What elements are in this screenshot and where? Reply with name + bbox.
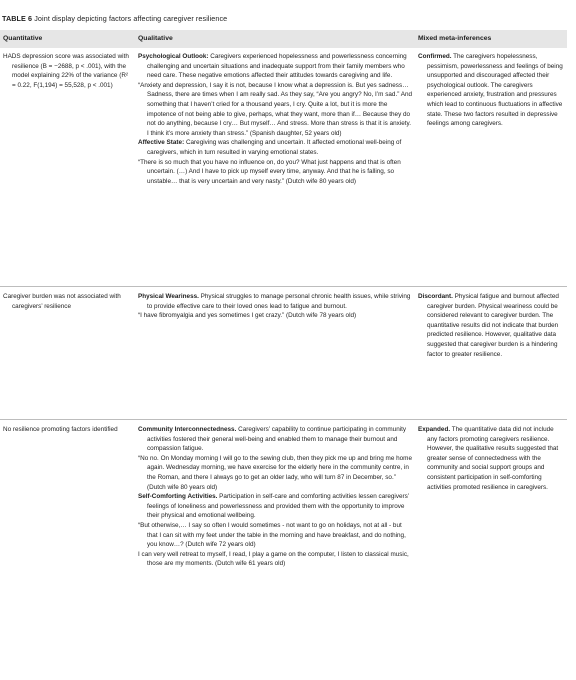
row1-mixed-text: Confirmed. The caregivers hopelessness, pessimism, powerlessness and feelings of being unsupported and discouraged affected their psychological outlook. The caregivers experienced anxiety, frustration and pressures which lead to continuous fluctuations in affective state. These two factors resulted in depressive feelings among caregivers.: [418, 53, 563, 128]
table-caption: [2, 14, 227, 23]
header-mixed: Mixed meta-inferences: [418, 35, 492, 42]
row1-qual-p2: Affective State: Caregiving was challenging and uncertain. It affected emotional well-being of caregivers, which in turn resulted in varying emotional states.: [138, 139, 402, 156]
row2-quantitative: [3, 292, 130, 311]
row2-quant-text: Caregiver burden was not associated with caregivers’ resilience: [3, 293, 121, 310]
row3-qual-p3: “But otherwise,… I say so often I would sometimes - not want to go on holidays, not at all - but that I can sit with my feet under the table in the morning and have breakfast, and do nothing, you know…? (Dutch wife 72 years old): [138, 521, 406, 549]
row-divider: [0, 286, 567, 287]
table-label: TABLE 6: [2, 14, 33, 23]
row1-quantitative: [3, 52, 130, 90]
row3-qual-p1: “No no. On Monday morning I will go to the sewing club, then they pick me up and bring me home again. Wednesday morning, we have exercise for the elderly here in the community centre, in the Roman, and there I always go to get an older lady, who will turn 87 in December, so.” (Dutch wife 80 years old): [138, 454, 412, 491]
row2-mixed-text: Discordant. Physical fatigue and burnout affected caregiver burden. Physical weariness could be considered relevant to caregiver burden. The quantitative results did not indicate that burden predicted resilience. However, qualitative data suggested that caregiver burden is a hindering factor to greater resilience.: [418, 293, 559, 358]
table-title: Joint display depicting factors affecting caregiver resilience: [34, 14, 228, 23]
row2-qual-p0: Physical Weariness. Physical struggles to manage personal chronic health issues, while striving to provide effective care to their loved ones lead to fatigue and burnout.: [138, 293, 411, 310]
row2-mixed: [418, 292, 564, 359]
row1-quant-text: HADS depression score was associated with resilience (B = −2688, p < .001), with the model explaining 22% of the variance (R² = 0.22, F(1,194) = 55,528, p < .001): [3, 53, 129, 89]
row1-qual-p3: “There is so much that you have no influence on, do you? What just happens and that is often uncertain. (…) And I have to pick up myself every time, anyway. And that he is falling, so unstable… that is very uncertain and very nasty.” (Dutch wife 80 years old): [138, 158, 401, 185]
row3-quant-text: No resilience promoting factors identified: [3, 426, 118, 433]
header-qualitative: Qualitative: [138, 35, 173, 42]
row1-qual-p0: Psychological Outlook: Caregivers experienced hopelessness and powerlessness concerning challenging and uncertain situations and inadequate support from their family members who need care. These negative emotions affected their attitudes towards caregiving and life.: [138, 53, 407, 80]
row1-mixed: [418, 52, 564, 129]
row2-qualitative: [138, 292, 414, 321]
row3-mixed: [418, 425, 564, 492]
row1-qual-p1: “Anxiety and depression, I say it is not, because I know what a depression is. But yes sadness… Sadness, there are times when I am really sad. As they say, “Are you angry? No, I’m sad.” And something that I haven’t cried for a thousand years, I cry. Quite a lot, but it is more the impotence of not being able to give, perhaps, what they want, more than if… Because they do not do anything, because I cry… But myself… And stress. More than stress is that it is anxiety. I think it’s more anxiety than stress.” (Spanish daughter, 52 years old): [138, 81, 413, 137]
row3-qualitative: [138, 425, 414, 569]
row3-quantitative: [3, 425, 130, 435]
row2-qual-p1: “I have fibromyalgia and yes sometimes I get crazy.” (Dutch wife 78 years old): [138, 312, 357, 320]
row3-mixed-text: Expanded. The quantitative data did not include any factors promoting caregivers resilience. However, the qualitative results suggested that greater sense of connectedness with the community and social support groups and consistent participation in self-comforting activities promoted resilience in caregivers.: [418, 426, 559, 491]
row-divider: [0, 419, 567, 420]
row3-qual-p4: I can very well retreat to myself, I read, I play a game on the computer, I listen to classical music, those are my moments. (Dutch wife 61 years old): [138, 550, 409, 568]
header-quantitative: Quantitative: [3, 35, 43, 42]
row3-qual-p0: Community Interconnectedness. Caregivers’ capability to continue participating in community activities fostered their general well-being and enabled them to manage their burnout and compassion fatigue.: [138, 426, 407, 453]
row1-qualitative: [138, 52, 414, 186]
table-header: [0, 30, 567, 48]
row3-qual-p2: Self-Comforting Activities. Participation in self-care and comforting activities lessen caregivers’ feelings of loneliness and powerlessness and provided them with the opportunity to improve their physical and emotional wellbeing.: [138, 493, 409, 520]
